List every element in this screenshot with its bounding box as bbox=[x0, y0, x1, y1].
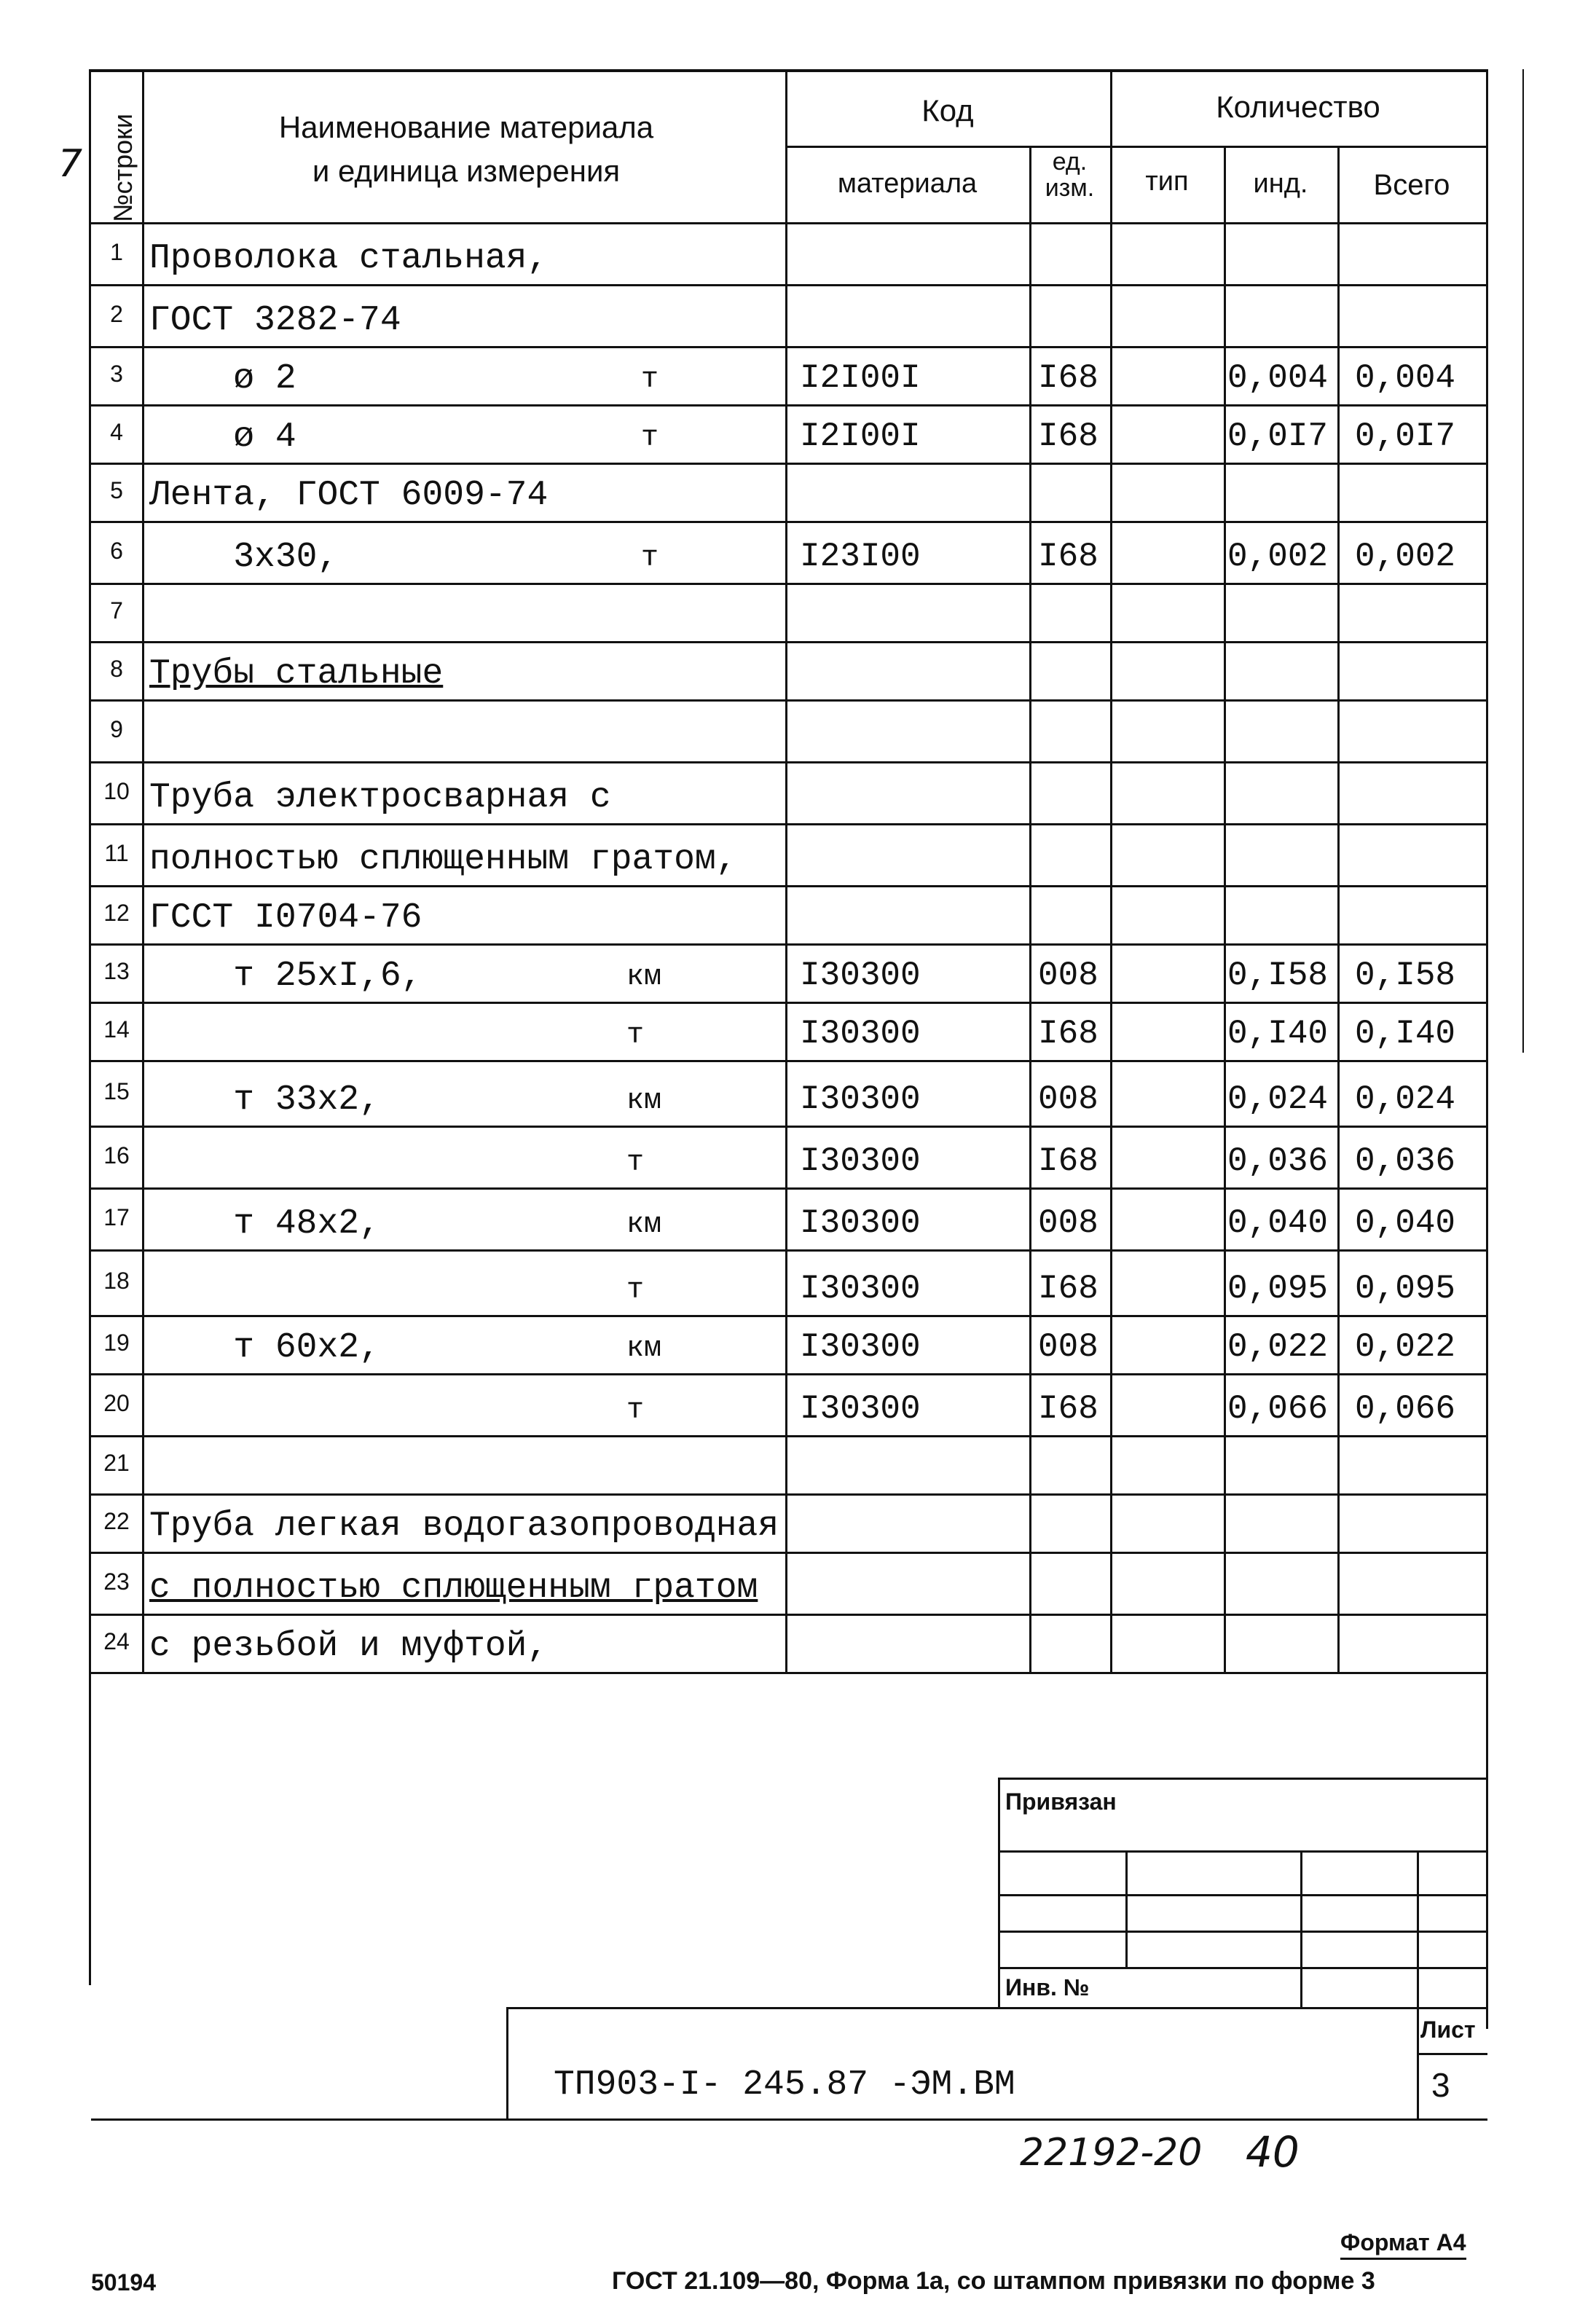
row-n: 22 bbox=[103, 1508, 130, 1534]
header-unit: ед. изм. bbox=[1045, 148, 1095, 202]
row-name: ГОСТ 3282-74 bbox=[149, 301, 401, 340]
row-separator bbox=[89, 583, 1486, 585]
row-code: I30300 bbox=[800, 1328, 921, 1366]
row-code: I30300 bbox=[800, 1142, 921, 1180]
row-name: т 33x2, bbox=[149, 1080, 380, 1120]
row-unit: км bbox=[626, 1332, 662, 1365]
row-n: 9 bbox=[110, 716, 123, 742]
row-ucode: I68 bbox=[1038, 417, 1098, 455]
row-separator bbox=[89, 1435, 1486, 1437]
stamp-bound-label: Привязан bbox=[1005, 1788, 1117, 1815]
row-separator bbox=[89, 284, 1486, 286]
sheet-number: 3 bbox=[1431, 2066, 1450, 2104]
row-unit: т bbox=[626, 1394, 645, 1427]
row-unit: т bbox=[641, 542, 659, 575]
row-unit: т bbox=[626, 1274, 645, 1307]
row-separator bbox=[89, 1249, 1486, 1252]
footer-standard: ГОСТ 21.109—80, Форма 1а, со штампом привязки по форме 3 bbox=[612, 2267, 1375, 2295]
row-name: ø 2 bbox=[149, 359, 296, 398]
row-n: 1 bbox=[110, 239, 123, 265]
header-rownum: №строки bbox=[108, 113, 138, 222]
row-separator bbox=[89, 1126, 1486, 1128]
header-type: тип bbox=[1145, 166, 1189, 197]
row-unit: км bbox=[626, 961, 662, 994]
row-n: 17 bbox=[103, 1204, 130, 1230]
header-quantity: Количество bbox=[1216, 90, 1380, 124]
row-code: I2I00I bbox=[800, 359, 921, 397]
row-code: I30300 bbox=[800, 1080, 921, 1118]
row-n: 5 bbox=[110, 477, 123, 503]
row-ucode: 008 bbox=[1038, 1204, 1098, 1242]
row-name: с резьбой и муфтой, bbox=[149, 1627, 549, 1666]
row-total: 0,024 bbox=[1355, 1080, 1456, 1118]
row-name: 3x30, bbox=[149, 538, 339, 577]
row-unit: км bbox=[626, 1085, 662, 1118]
row-separator bbox=[89, 463, 1486, 465]
row-n: 4 bbox=[110, 419, 123, 445]
row-separator bbox=[89, 1552, 1486, 1554]
row-unit: км bbox=[626, 1209, 662, 1241]
row-ucode: I68 bbox=[1038, 359, 1098, 397]
row-n: 21 bbox=[103, 1450, 130, 1476]
row-name: Труба электросварная с bbox=[149, 778, 611, 817]
row-ind: 0,024 bbox=[1227, 1080, 1329, 1118]
row-n: 11 bbox=[104, 840, 129, 866]
row-ucode: 008 bbox=[1038, 1328, 1098, 1366]
margin-mark: 7 bbox=[58, 142, 83, 186]
row-separator bbox=[89, 1315, 1486, 1317]
row-separator bbox=[89, 1002, 1486, 1004]
row-ucode: I68 bbox=[1038, 1390, 1098, 1428]
row-separator bbox=[89, 1373, 1486, 1375]
row-ucode: 008 bbox=[1038, 1080, 1098, 1118]
row-ind: 0,036 bbox=[1227, 1142, 1329, 1180]
row-total: 0,I40 bbox=[1355, 1015, 1456, 1053]
row-code: I30300 bbox=[800, 957, 921, 994]
row-name: полностью сплющенным гратом, bbox=[149, 840, 737, 879]
row-n: 18 bbox=[103, 1268, 130, 1294]
row-separator bbox=[89, 943, 1486, 946]
row-n: 8 bbox=[110, 656, 123, 682]
row-total: 0,004 bbox=[1355, 359, 1456, 397]
stamp-inv-label: Инв. № bbox=[1005, 1974, 1090, 2000]
row-ucode: I68 bbox=[1038, 1015, 1098, 1053]
row-ind: 0,004 bbox=[1227, 359, 1329, 397]
row-unit: т bbox=[626, 1019, 645, 1052]
row-n: 20 bbox=[103, 1390, 130, 1416]
row-ind: 0,002 bbox=[1227, 538, 1329, 576]
row-separator bbox=[89, 761, 1486, 763]
row-ind: 0,0I7 bbox=[1227, 417, 1329, 455]
row-name: Проволока стальная, bbox=[149, 239, 549, 278]
row-total: 0,002 bbox=[1355, 538, 1456, 576]
row-ind: 0,I40 bbox=[1227, 1015, 1329, 1053]
row-n: 24 bbox=[103, 1628, 130, 1654]
row-separator bbox=[89, 1493, 1486, 1496]
row-separator bbox=[89, 521, 1486, 523]
row-name: Трубы стальные bbox=[149, 654, 444, 694]
row-total: 0,040 bbox=[1355, 1204, 1456, 1242]
row-code: I30300 bbox=[800, 1015, 921, 1053]
row-ind: 0,022 bbox=[1227, 1328, 1329, 1366]
row-unit: т bbox=[641, 364, 659, 396]
row-n: 23 bbox=[103, 1568, 130, 1595]
row-separator bbox=[89, 885, 1486, 887]
row-n: 3 bbox=[110, 361, 123, 387]
row-name: т 60x2, bbox=[149, 1328, 380, 1367]
row-ind: 0,095 bbox=[1227, 1270, 1329, 1308]
row-ind: 0,066 bbox=[1227, 1390, 1329, 1428]
row-separator bbox=[89, 1614, 1486, 1616]
footer-left-code: 50194 bbox=[91, 2269, 156, 2296]
row-separator bbox=[89, 823, 1486, 825]
row-separator bbox=[89, 1060, 1486, 1062]
row-ucode: I68 bbox=[1038, 1270, 1098, 1308]
row-total: 0,022 bbox=[1355, 1328, 1456, 1366]
row-ind: 0,I58 bbox=[1227, 957, 1329, 994]
row-n: 7 bbox=[110, 597, 123, 624]
row-name: с полностью сплющенным гратом bbox=[149, 1568, 758, 1608]
row-n: 10 bbox=[103, 778, 130, 804]
row-n: 15 bbox=[103, 1078, 130, 1104]
row-code: I30300 bbox=[800, 1204, 921, 1242]
header-ind: инд. bbox=[1253, 168, 1308, 199]
row-separator bbox=[89, 641, 1486, 643]
row-code: I2I00I bbox=[800, 417, 921, 455]
format-label: Формат А4 bbox=[1340, 2229, 1466, 2260]
row-n: 13 bbox=[103, 958, 130, 984]
row-n: 19 bbox=[103, 1330, 130, 1356]
row-ucode: I68 bbox=[1038, 538, 1098, 576]
header-total: Всего bbox=[1373, 169, 1450, 201]
row-separator bbox=[89, 1187, 1486, 1190]
row-ucode: I68 bbox=[1038, 1142, 1098, 1180]
header-name-line2: и единица измерения bbox=[312, 154, 621, 188]
header-code: Код bbox=[921, 93, 974, 127]
header-name-line1: Наименование материала bbox=[278, 110, 654, 144]
row-total: 0,I58 bbox=[1355, 957, 1456, 994]
row-n: 2 bbox=[110, 301, 123, 327]
row-unit: т bbox=[626, 1147, 645, 1179]
row-name: т 25xI,6, bbox=[149, 957, 422, 996]
header-material: материала bbox=[837, 168, 978, 199]
sheet-label: Лист bbox=[1420, 2016, 1476, 2043]
row-name: ГССТ I0704-76 bbox=[149, 898, 422, 938]
row-code: I30300 bbox=[800, 1390, 921, 1428]
document-designation: ТП903-I- 245.87 -ЭМ.ВМ bbox=[554, 2065, 1015, 2105]
handwritten-sheet: 40 bbox=[1246, 2127, 1300, 2177]
row-n: 14 bbox=[103, 1016, 130, 1042]
row-total: 0,0I7 bbox=[1355, 417, 1456, 455]
row-unit: т bbox=[641, 422, 659, 455]
row-ind: 0,040 bbox=[1227, 1204, 1329, 1242]
row-code: I23I00 bbox=[800, 538, 921, 576]
row-n: 12 bbox=[103, 900, 130, 926]
row-code: I30300 bbox=[800, 1270, 921, 1308]
row-n: 16 bbox=[103, 1142, 130, 1169]
row-separator bbox=[89, 346, 1486, 348]
row-separator bbox=[89, 699, 1486, 702]
row-separator bbox=[89, 404, 1486, 407]
row-name: Труба легкая водогазопроводная bbox=[149, 1507, 779, 1546]
row-name: ø 4 bbox=[149, 417, 296, 457]
row-n: 6 bbox=[110, 538, 123, 564]
row-total: 0,036 bbox=[1355, 1142, 1456, 1180]
row-ucode: 008 bbox=[1038, 957, 1098, 994]
row-total: 0,066 bbox=[1355, 1390, 1456, 1428]
row-name: Лента, ГОСТ 6009-74 bbox=[149, 476, 549, 515]
handwritten-number: 22192-20 bbox=[1020, 2131, 1203, 2175]
row-total: 0,095 bbox=[1355, 1270, 1456, 1308]
row-name: т 48x2, bbox=[149, 1204, 380, 1244]
